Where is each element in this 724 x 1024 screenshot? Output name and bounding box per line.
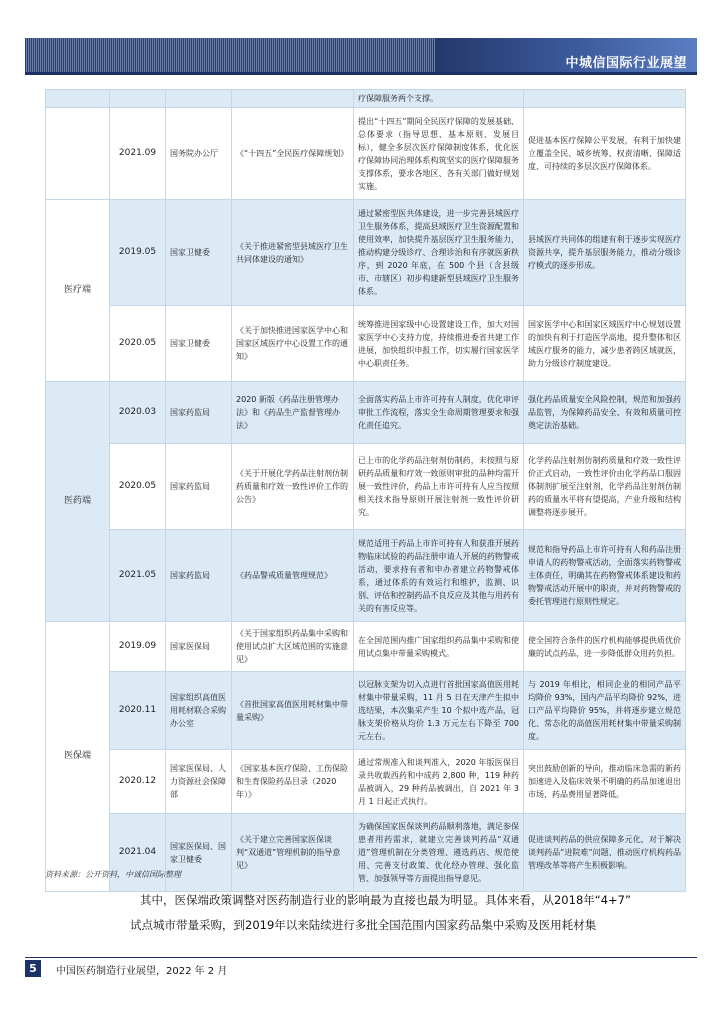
content-cell: 全面落实药品上市许可持有人制度，优化审评审批工作流程，落实全生命周期管理要求和强化责任追究。 [354,382,524,444]
date-cell: 2021.05 [110,530,166,622]
table-row [46,108,686,200]
footer-divider [25,957,697,958]
content-cell: 通过紧密型医共体建设，进一步完善县域医疗卫生服务体系，提高县域医疗卫生资源配置和使用效率，加快提升基层医疗卫生服务能力，推动构建分级诊疗、合理诊治和有序就医新秩序，到 2020 年底，在 500 个县（含县级市、市辖区）初步构建新型县域医疗卫生服务体系。 [354,200,524,306]
content-cell: 疗保障服务两个支撑。 [354,90,524,108]
table-row [46,444,686,530]
date-cell: 2019.09 [110,622,166,672]
policy-cell: 《关于加快推进国家医学中心和国家区域医疗中心设置工作的通知》 [232,306,354,382]
impact-cell: 规范和指导药品上市许可持有人和药品注册申请人的药物警戒活动，全面落实药物警戒主体责任，明确其在药物警戒体系建设和药物警戒活动开展中的职责，并对药物警戒的委托管理进行原则性规定。 [524,530,686,622]
dept-cell: 国家组织高值医用耗材联合采购办公室 [166,672,232,750]
policy-cell: 2020 新版《药品注册管理办法》和《药品生产监督管理办法》 [232,382,354,444]
date-cell: 2021.09 [110,108,166,200]
impact-cell: 国家医学中心和国家区域医疗中心规划设置的加快有利于打造医学高地，提升整体和区域医疗服务的能力，减少患者跨区域就医，助力分级诊疗制度建设。 [524,306,686,382]
content-cell: 统筹推进国家级中心设置建设工作，加大对国家医学中心支持力度，持续推进委省共建工作进展，加快组织申报工作，切实履行国家医学中心职责任务。 [354,306,524,382]
policy-cell [232,90,354,108]
date-cell: 2020.05 [110,444,166,530]
source-note: 资料来源：公开资料，中诚信国际整理 [45,870,181,879]
page-header [25,38,697,72]
policy-cell: 《关于国家组织药品集中采购和使用试点扩大区域范围的实施意见》 [232,622,354,672]
content-cell: 为确保国家医保谈判药品顺利落地，满足参保患者用药需求，就建立完善谈判药品“双通道”管理机制在分类管理、遴选药店、规范使用、完善支付政策、优化经办管理、强化监管、加强领导等方面提出指导意见。 [354,814,524,892]
date-cell: 2020.12 [110,750,166,814]
content-cell: 已上市的化学药品注射剂仿制药，未按照与原研药品质量和疗效一致原则审批的品种均需开展一致性评价，药品上市许可持有人应当按照相关技术指导原则开展注射剂一致性评价研究。 [354,444,524,530]
category-cell [46,108,110,200]
dept-cell: 国务院办公厅 [166,108,232,200]
header-divider [25,72,697,75]
table-row [46,200,686,306]
table-row [46,672,686,750]
policy-cell: 《“十四五”全民医疗保障规划》 [232,108,354,200]
impact-cell: 促进谈判药品的供应保障多元化，对于解决谈判药品“进院难”问题、推动医疗机构药品管理改革等将产生积极影响。 [524,814,686,892]
policy-cell: 《关于建立完善国家医保谈判“双通道”管理机制的指导意见》 [232,814,354,892]
content-cell: 规范适用于药品上市许可持有人和获准开展药物临床试验的药品注册申请人开展的药物警戒活动，要求持有者和申办者建立药物警戒体系，通过体系的有效运行和维护，监测、识别、评估和控制药品不良反应及其他与用药有关的有害反应等。 [354,530,524,622]
table-row [46,382,686,444]
dept-cell [166,90,232,108]
content-cell: 以冠脉支架为切入点进行首批国家高值医用耗材集中带量采购，11 月 5 日在天津产生拟中选结果，本次集采产生 10 个拟中选产品，冠脉支架价格从均价 1.3 万元左右下降至 700 元左右。 [354,672,524,750]
impact-cell [524,90,686,108]
policy-cell: 《关于开展化学药品注射剂仿制药质量和疗效一致性评价工作的公告》 [232,444,354,530]
date-cell: 2020.05 [110,306,166,382]
content-cell: 在全国范围内推广国家组织药品集中采购和使用试点集中带量采购模式。 [354,622,524,672]
dept-cell: 国家药监局 [166,382,232,444]
footer-title: 中国医药制造行业展望，2022 年 2 月 [56,966,228,977]
policy-cell: 《关于推进紧密型县域医疗卫生共同体建设的通知》 [232,200,354,306]
body-paragraph-line-1: 其中，医保端政策调整对医药制造行业的影响最为直接也最为明显。具体来看，从2018年“4+7” [140,893,631,907]
dept-cell: 国家医保局、国家卫健委 [166,814,232,892]
body-paragraph-line-2: 试点城市带量采购，到2019年以来陆续进行多批全国范围内国家药品集中采购及医用耗材集 [130,918,597,932]
content-cell: 通过常规准入和谈判准入，2020 年版医保目录共收载西药和中成药 2,800 种，119 种药品被调入，29 种药品被调出，自 2021 年 3 月 1 日起正式执行。 [354,750,524,814]
header-banner [435,38,697,72]
category-cell [46,90,110,108]
policy-cell: 《国家基本医疗保险、工伤保险和生育保险药品目录（2020 年）》 [232,750,354,814]
dept-cell: 国家药监局 [166,444,232,530]
dept-cell: 国家卫健委 [166,200,232,306]
table-row [46,530,686,622]
table-row [46,750,686,814]
impact-cell: 化学药品注射剂仿制药质量和疗效一致性评价正式启动，一致性评价由化学药品口服固体制剂扩展至注射剂，化学药品注射剂仿制药的质量水平将有望提高，产业升级和结构调整将逐步展开。 [524,444,686,530]
impact-cell: 强化药品质量安全风险控制，规范和加强药品监管，为保障药品安全、有效和质量可控奠定法治基础。 [524,382,686,444]
impact-cell: 县域医疗共同体的组建有利于逐步实现医疗资源共享，提升基层服务能力，推动分级诊疗模式的逐步形成。 [524,200,686,306]
table-row [46,622,686,672]
page-number: 5 [25,960,41,977]
header-title: 中城信国际行业展望 [565,56,687,71]
impact-cell: 促进基本医疗保障公平发展，有利于加快建立覆盖全民、城乡统筹、权责清晰、保障适度、可持续的多层次医疗保障体系。 [524,108,686,200]
date-cell [110,90,166,108]
dept-cell: 国家药监局 [166,530,232,622]
category-pharma: 医药端 [46,382,110,622]
category-insurance: 医保端 [46,622,110,892]
date-cell: 2020.03 [110,382,166,444]
dept-cell: 国家卫健委 [166,306,232,382]
policy-cell: 《首批国家高值医用耗材集中带量采购》 [232,672,354,750]
date-cell: 2020.11 [110,672,166,750]
date-cell: 2021.04 [110,814,166,892]
content-cell: 提出“十四五”期间全民医疗保障的发展基础、总体要求（指导思想、基本原则、发展目标），健全多层次医疗保障制度体系，优化医疗保障协同治理体系构筑坚实的医疗保障服务支撑体系，要求各地区、各有关部门做好规划实施。 [354,108,524,200]
dept-cell: 国家医保局 [166,622,232,672]
policy-table [45,89,686,892]
table-row [46,306,686,382]
impact-cell: 使全国符合条件的医疗机构能够提供质优价廉的试点药品，进一步降低群众用药负担。 [524,622,686,672]
impact-cell: 突出鼓励创新的导向，推动临床急需的新药加速进入及临床效果不明确的药品加速退出市场，药品费用显著降低。 [524,750,686,814]
table-row [46,90,686,108]
impact-cell: 与 2019 年相比，相同企业的相同产品平均降价 93%，国内产品平均降价 92%，进口产品平均降价 95%，并将逐步建立规范化、常态化的高值医用耗材集中带量采购制度。 [524,672,686,750]
category-medical: 医疗端 [46,200,110,382]
policy-cell: 《药品警戒质量管理规范》 [232,530,354,622]
date-cell: 2019.05 [110,200,166,306]
dept-cell: 国家医保局、人力资源社会保障部 [166,750,232,814]
